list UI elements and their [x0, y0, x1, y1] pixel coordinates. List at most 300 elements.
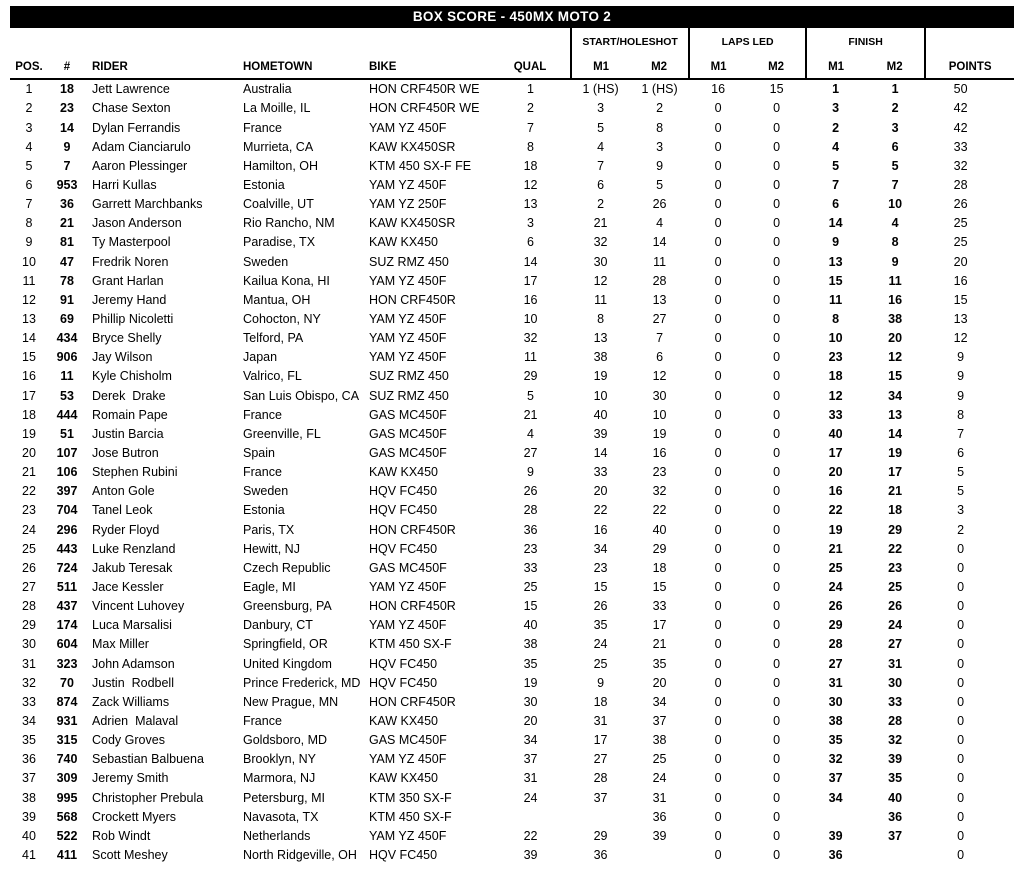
cell-ll-m2: 0 [773, 216, 781, 231]
cell-f-m2: 11 [888, 273, 902, 288]
cell-sh-m1: 9 [597, 675, 605, 690]
cell-rider: Jakub Teresak [92, 560, 173, 575]
cell-f-m1: 19 [828, 522, 843, 537]
column-header-bike: BIKE [369, 61, 397, 73]
cell-qual: 6 [527, 235, 534, 250]
cell-ll-m1: 0 [714, 292, 722, 307]
cell-sh-m1: 29 [593, 828, 608, 843]
cell-rider: Kyle Chisholm [92, 369, 172, 384]
cell-f-m1: 6 [832, 197, 840, 212]
cell-sh-m1: 30 [593, 254, 608, 269]
cell-hometown: United Kingdom [243, 656, 332, 671]
cell-f-m1: 17 [828, 445, 843, 460]
cell-num: 69 [60, 312, 74, 326]
cell-f-m2: 13 [888, 407, 903, 422]
cell-hometown: North Ridgeville, OH [243, 847, 357, 862]
cell-qual: 1 [527, 82, 534, 97]
cell-num: 511 [56, 579, 78, 594]
cell-num: 53 [60, 388, 74, 403]
cell-ll-m2: 0 [773, 809, 781, 824]
cell-num: 21 [60, 216, 74, 231]
cell-sh-m2: 22 [652, 503, 667, 518]
cell-ll-m1: 0 [714, 484, 722, 499]
cell-num: 11 [60, 369, 74, 384]
cell-bike: KAW KX450 [369, 465, 439, 480]
cell-rider: Ryder Floyd [92, 522, 160, 537]
cell-ll-m2: 0 [773, 618, 781, 633]
cell-hometown: Kailua Kona, HI [243, 273, 330, 288]
cell-f-m1: 35 [828, 733, 843, 748]
cell-sh-m2: 35 [652, 656, 667, 671]
cell-num: 434 [56, 331, 78, 346]
cell-points: 16 [953, 273, 968, 288]
cell-sh-m1: 13 [593, 331, 608, 346]
cell-hometown: France [243, 713, 282, 728]
cell-f-m1: 31 [828, 675, 843, 690]
cell-f-m2: 24 [888, 618, 903, 633]
cell-sh-m1: 33 [593, 465, 608, 480]
cell-ll-m1: 0 [714, 445, 722, 460]
cell-points: 5 [957, 465, 965, 480]
cell-qual: 24 [523, 790, 538, 805]
cell-sh-m2: 36 [652, 809, 667, 824]
cell-sh-m2: 25 [652, 752, 667, 767]
cell-sh-m1: 7 [597, 158, 605, 173]
cell-points: 0 [957, 733, 965, 748]
cell-points: 50 [953, 82, 968, 97]
cell-qual: 17 [523, 273, 538, 288]
cell-pos: 1 [25, 82, 33, 97]
cell-points: 0 [957, 618, 965, 633]
cell-ll-m1: 0 [714, 139, 722, 154]
table-body [10, 79, 1014, 865]
cell-bike: YAM YZ 450F [369, 120, 447, 135]
cell-qual: 28 [523, 503, 538, 518]
cell-hometown: Netherlands [243, 828, 311, 843]
page-title: BOX SCORE - 450MX MOTO 2 [10, 6, 1014, 28]
cell-qual: 27 [523, 445, 538, 460]
cell-ll-m2: 0 [773, 407, 781, 422]
cell-points: 32 [953, 158, 968, 173]
cell-sh-m1: 14 [593, 445, 608, 460]
cell-pos: 9 [25, 235, 33, 250]
cell-sh-m1: 37 [593, 790, 608, 805]
cell-hometown: Mantua, OH [243, 292, 311, 307]
cell-hometown: Paris, TX [243, 522, 295, 537]
cell-f-m2: 8 [891, 235, 899, 250]
table-row [10, 405, 1014, 424]
cell-f-m1: 3 [832, 101, 840, 116]
cell-bike: YAM YZ 450F [369, 312, 447, 326]
cell-bike: HQV FC450 [369, 675, 438, 690]
cell-bike: HQV FC450 [369, 847, 438, 862]
cell-pos: 39 [22, 809, 36, 824]
table-row [10, 137, 1014, 156]
cell-f-m2: 4 [891, 216, 899, 231]
cell-f-m2: 32 [888, 733, 903, 748]
cell-f-m1: 15 [828, 273, 843, 288]
cell-f-m2: 21 [888, 484, 903, 499]
cell-ll-m2: 0 [773, 694, 781, 709]
cell-f-m2: 14 [888, 426, 903, 441]
cell-num: 724 [56, 560, 78, 575]
cell-ll-m1: 0 [714, 273, 722, 288]
cell-bike: KTM 350 SX-F [369, 790, 452, 805]
cell-num: 397 [56, 484, 78, 499]
cell-pos: 26 [22, 560, 36, 575]
column-header-qual: QUAL [513, 61, 547, 73]
cell-qual: 40 [523, 618, 538, 633]
cell-points: 0 [957, 599, 965, 614]
cell-sh-m1: 39 [593, 426, 608, 441]
table-row [10, 329, 1014, 348]
cell-f-m1: 37 [828, 771, 843, 786]
table-row [10, 310, 1014, 329]
cell-f-m1: 30 [828, 694, 843, 709]
cell-sh-m2: 5 [656, 178, 664, 193]
cell-num: 906 [56, 350, 78, 365]
cell-bike: YAM YZ 450F [369, 618, 447, 633]
column-group-2: FINISH [806, 28, 925, 49]
cell-pos: 38 [22, 790, 36, 805]
cell-pos: 31 [22, 656, 36, 671]
table-row [10, 788, 1014, 807]
cell-pos: 30 [22, 637, 36, 652]
column-header-rider: RIDER [92, 61, 128, 73]
cell-ll-m1: 0 [714, 426, 722, 441]
header-spacer [925, 28, 1014, 49]
cell-pos: 10 [22, 254, 36, 269]
cell-rider: Jeremy Hand [92, 292, 167, 307]
cell-ll-m1: 0 [714, 254, 722, 269]
cell-pos: 18 [22, 407, 36, 422]
cell-hometown: Navasota, TX [243, 809, 319, 824]
cell-f-m2: 9 [891, 254, 899, 269]
cell-rider: Romain Pape [92, 407, 168, 422]
cell-ll-m1: 0 [714, 465, 722, 480]
table-row [10, 195, 1014, 214]
cell-ll-m1: 0 [714, 637, 722, 652]
table-row [10, 559, 1014, 578]
cell-ll-m2: 0 [773, 445, 781, 460]
cell-points: 26 [953, 197, 968, 212]
cell-ll-m2: 0 [773, 637, 781, 652]
cell-sh-m2: 14 [652, 235, 667, 250]
cell-points: 0 [957, 752, 965, 767]
cell-hometown: France [243, 465, 282, 480]
cell-f-m2: 38 [888, 312, 903, 326]
cell-qual: 7 [527, 120, 534, 135]
cell-sh-m1: 26 [593, 599, 608, 614]
cell-f-m1: 32 [828, 752, 843, 767]
cell-bike: HQV FC450 [369, 484, 438, 499]
cell-num: 443 [56, 541, 78, 556]
cell-sh-m1: 32 [593, 235, 608, 250]
cell-rider: Tanel Leok [92, 503, 153, 518]
cell-ll-m1: 0 [714, 847, 722, 862]
table-row [10, 712, 1014, 731]
cell-num: 953 [56, 178, 78, 193]
cell-points: 8 [957, 407, 965, 422]
cell-num: 309 [56, 771, 78, 786]
cell-ll-m1: 0 [714, 599, 722, 614]
cell-sh-m1: 36 [593, 847, 608, 862]
cell-hometown: Petersburg, MI [243, 790, 325, 805]
cell-sh-m2: 32 [652, 484, 667, 499]
cell-hometown: New Prague, MN [243, 694, 339, 709]
cell-f-m1: 21 [828, 541, 843, 556]
cell-qual: 13 [523, 197, 538, 212]
cell-num: 174 [56, 618, 78, 633]
cell-rider: Anton Gole [92, 484, 155, 499]
cell-pos: 12 [22, 292, 36, 307]
cell-pos: 19 [22, 426, 36, 441]
cell-num: 444 [56, 407, 78, 422]
cell-f-m2: 25 [888, 579, 903, 594]
cell-ll-m1: 0 [714, 235, 722, 250]
cell-f-m1: 4 [832, 139, 840, 154]
cell-bike: KAW KX450SR [369, 139, 456, 154]
column-header-f-m1: M1 [806, 49, 865, 79]
cell-f-m1: 40 [828, 426, 843, 441]
cell-rider: Scott Meshey [92, 847, 168, 862]
cell-bike: YAM YZ 450F [369, 828, 447, 843]
cell-points: 13 [953, 312, 968, 326]
cell-points: 3 [957, 503, 965, 518]
cell-points: 25 [953, 216, 968, 231]
cell-f-m1: 26 [828, 599, 843, 614]
cell-sh-m1: 28 [593, 771, 608, 786]
cell-ll-m2: 0 [773, 292, 781, 307]
cell-ll-m1: 0 [714, 809, 722, 824]
cell-hometown: Valrico, FL [243, 369, 302, 384]
column-header-sh-m2: M2 [651, 61, 668, 73]
cell-bike: KTM 450 SX-F [369, 809, 452, 824]
cell-sh-m2: 27 [652, 312, 667, 326]
cell-f-m1: 11 [828, 292, 843, 307]
cell-rider: Adam Cianciarulo [92, 139, 191, 154]
cell-f-m2: 10 [888, 197, 903, 212]
cell-sh-m1: 17 [593, 733, 608, 748]
cell-hometown: Brooklyn, NY [243, 752, 316, 767]
cell-f-m2: 35 [888, 771, 903, 786]
cell-bike: YAM YZ 450F [369, 178, 447, 193]
cell-pos: 29 [22, 618, 36, 633]
cell-ll-m2: 0 [773, 656, 781, 671]
cell-num: 740 [56, 752, 78, 767]
table-row [10, 501, 1014, 520]
cell-f-m2: 22 [888, 541, 903, 556]
cell-pos: 3 [25, 120, 33, 135]
cell-pos: 20 [22, 445, 36, 460]
cell-num: 7 [63, 158, 71, 173]
cell-sh-m1: 5 [597, 120, 605, 135]
cell-ll-m2: 0 [773, 503, 781, 518]
cell-ll-m1: 0 [714, 216, 722, 231]
cell-ll-m2: 0 [773, 235, 781, 250]
cell-num: 23 [60, 101, 74, 116]
cell-ll-m2: 0 [773, 599, 781, 614]
cell-f-m2: 2 [891, 101, 899, 116]
cell-ll-m2: 15 [769, 82, 784, 97]
cell-rider: Bryce Shelly [92, 331, 162, 346]
table-row [10, 539, 1014, 558]
table-row [10, 425, 1014, 444]
cell-sh-m2: 23 [652, 465, 667, 480]
cell-points: 9 [957, 388, 965, 403]
cell-hometown: Eagle, MI [243, 579, 296, 594]
cell-num: 874 [56, 694, 78, 709]
cell-rider: Vincent Luhovey [92, 599, 185, 614]
cell-f-m1: 27 [828, 656, 843, 671]
cell-hometown: Cohocton, NY [243, 312, 321, 326]
cell-f-m1: 12 [828, 388, 843, 403]
cell-num: 91 [60, 292, 74, 307]
cell-sh-m1: 24 [593, 637, 608, 652]
cell-num: 296 [56, 522, 78, 537]
cell-bike: HON CRF450R [369, 694, 456, 709]
cell-rider: Jose Butron [92, 445, 159, 460]
cell-rider: Adrien Malaval [92, 713, 179, 728]
cell-rider: Fredrik Noren [92, 254, 169, 269]
cell-sh-m1: 2 [597, 197, 605, 212]
cell-f-m2: 16 [888, 292, 903, 307]
cell-sh-m2: 12 [652, 369, 667, 384]
cell-sh-m1: 38 [593, 350, 608, 365]
cell-sh-m1: 31 [593, 713, 608, 728]
cell-bike: HON CRF450R WE [369, 82, 480, 97]
cell-f-m2: 5 [891, 158, 899, 173]
cell-sh-m1: 1 (HS) [582, 82, 619, 97]
cell-bike: HQV FC450 [369, 541, 438, 556]
cell-f-m2: 20 [888, 331, 903, 346]
cell-hometown: Sweden [243, 254, 289, 269]
column-header-f-m2: M2 [886, 61, 903, 73]
cell-ll-m1: 0 [714, 771, 722, 786]
cell-sh-m2: 15 [652, 579, 667, 594]
cell-ll-m2: 0 [773, 369, 781, 384]
cell-bike: SUZ RMZ 450 [369, 254, 449, 269]
cell-ll-m2: 0 [773, 522, 781, 537]
cell-hometown: Hamilton, OH [243, 158, 319, 173]
cell-sh-m1: 19 [593, 369, 608, 384]
cell-ll-m1: 0 [714, 522, 722, 537]
cell-f-m2: 34 [888, 388, 903, 403]
cell-qual: 31 [523, 771, 538, 786]
cell-points: 2 [957, 522, 965, 537]
cell-sh-m1: 18 [593, 694, 608, 709]
cell-pos: 24 [22, 522, 36, 537]
cell-points: 42 [953, 120, 968, 135]
cell-pos: 36 [22, 752, 36, 767]
cell-hometown: Australia [243, 82, 292, 97]
table-row [10, 99, 1014, 118]
cell-bike: KAW KX450 [369, 713, 439, 728]
cell-points: 0 [957, 790, 965, 805]
cell-rider: Jeremy Smith [92, 771, 169, 786]
cell-ll-m2: 0 [773, 388, 781, 403]
cell-f-m2: 31 [888, 656, 903, 671]
cell-rider: Rob Windt [92, 828, 151, 843]
cell-f-m2: 37 [888, 828, 903, 843]
cell-f-m1 [806, 807, 865, 826]
cell-bike: GAS MC450F [369, 733, 447, 748]
cell-sh-m1: 15 [593, 579, 608, 594]
cell-ll-m2: 0 [773, 828, 781, 843]
cell-pos: 4 [25, 139, 33, 154]
table-row [10, 463, 1014, 482]
column-group-0: START/HOLESHOT [571, 28, 689, 49]
cell-sh-m1: 34 [593, 541, 608, 556]
cell-ll-m2: 0 [773, 752, 781, 767]
cell-bike: GAS MC450F [369, 407, 447, 422]
cell-f-m2: 17 [888, 465, 903, 480]
cell-bike: YAM YZ 450F [369, 752, 447, 767]
cell-pos: 17 [22, 388, 36, 403]
cell-rider: Luca Marsalisi [92, 618, 172, 633]
cell-bike: YAM YZ 450F [369, 273, 447, 288]
cell-qual: 30 [523, 694, 538, 709]
cell-f-m2 [865, 846, 925, 865]
cell-ll-m1: 0 [714, 694, 722, 709]
table-row [10, 807, 1014, 826]
cell-qual [490, 807, 571, 826]
table-row [10, 769, 1014, 788]
cell-ll-m1: 0 [714, 369, 722, 384]
cell-hometown: France [243, 120, 282, 135]
cell-f-m2: 6 [891, 139, 899, 154]
cell-num: 411 [56, 847, 78, 862]
cell-pos: 7 [25, 197, 33, 212]
cell-qual: 16 [523, 292, 538, 307]
table-row [10, 176, 1014, 195]
cell-ll-m2: 0 [773, 197, 781, 212]
cell-sh-m2: 9 [656, 158, 664, 173]
cell-num: 568 [56, 809, 78, 824]
cell-f-m1: 25 [828, 560, 843, 575]
cell-sh-m1: 35 [593, 618, 608, 633]
cell-points: 15 [953, 292, 968, 307]
table-row [10, 750, 1014, 769]
cell-sh-m2: 18 [652, 560, 667, 575]
cell-f-m1: 8 [832, 312, 840, 326]
cell-sh-m1: 27 [593, 752, 608, 767]
cell-pos: 21 [22, 465, 36, 480]
cell-rider: Luke Renzland [92, 541, 176, 556]
cell-hometown: Estonia [243, 503, 285, 518]
cell-sh-m2: 16 [652, 445, 667, 460]
cell-sh-m2: 8 [656, 120, 664, 135]
cell-hometown: Rio Rancho, NM [243, 216, 335, 231]
cell-rider: Christopher Prebula [92, 790, 204, 805]
table-header [10, 28, 1014, 79]
cell-f-m2: 27 [888, 637, 903, 652]
cell-rider: Garrett Marchbanks [92, 197, 203, 212]
cell-ll-m2: 0 [773, 254, 781, 269]
cell-num: 9 [63, 139, 71, 154]
cell-num: 51 [60, 426, 74, 441]
cell-f-m1: 29 [828, 618, 843, 633]
cell-sh-m1: 25 [593, 656, 608, 671]
cell-ll-m2: 0 [773, 178, 781, 193]
cell-f-m1: 18 [828, 369, 843, 384]
cell-f-m1: 14 [828, 216, 843, 231]
cell-points: 33 [953, 139, 968, 154]
column-header-pos: POS. [15, 61, 43, 73]
cell-f-m2: 1 [891, 82, 899, 97]
cell-ll-m1: 0 [714, 541, 722, 556]
table-row [10, 826, 1014, 845]
